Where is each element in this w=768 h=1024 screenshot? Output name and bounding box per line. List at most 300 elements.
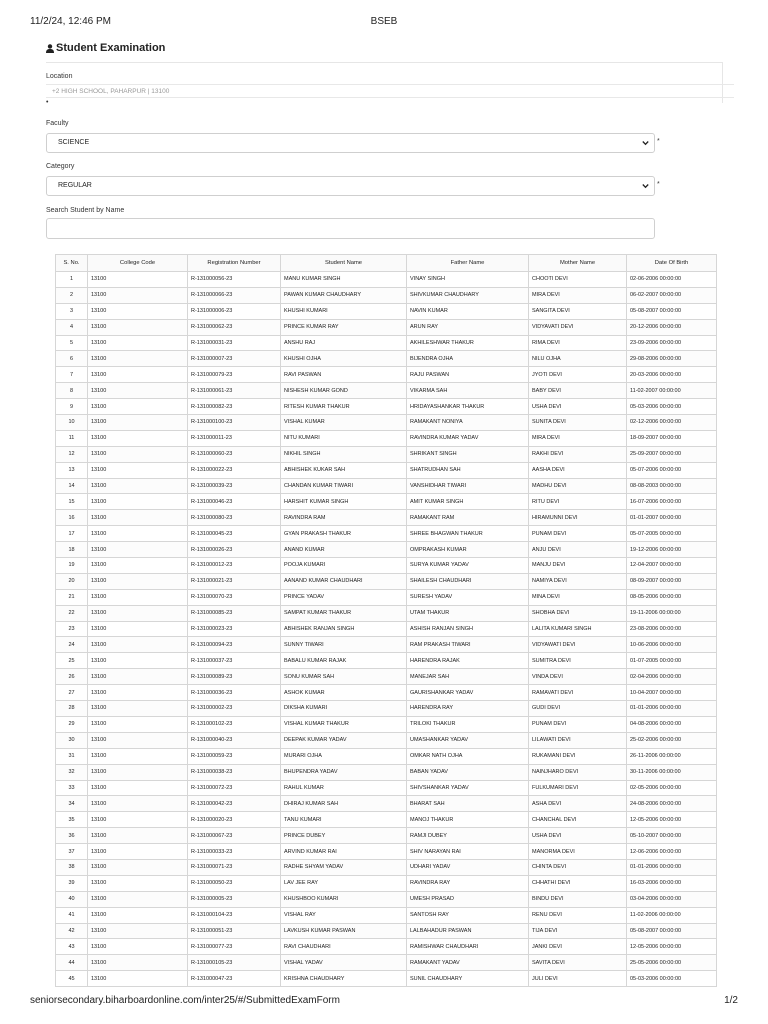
- cell-registration-number: R-131000104-23: [188, 907, 281, 923]
- cell-sno: 27: [56, 685, 88, 701]
- cell-mother-name: SUMITRA DEVI: [529, 653, 627, 669]
- cell-registration-number: R-131000050-23: [188, 875, 281, 891]
- cell-college-code: 13100: [88, 812, 188, 828]
- cell-registration-number: R-131000051-23: [188, 923, 281, 939]
- cell-date-of-birth: 03-04-2006 00:00:00: [627, 891, 717, 907]
- column-header-mother-name[interactable]: Mother Name: [529, 255, 627, 272]
- cell-student-name: PRINCE YADAV: [281, 589, 407, 605]
- cell-father-name: UMASHANKAR YADAV: [407, 732, 529, 748]
- cell-sno: 42: [56, 923, 88, 939]
- cell-sno: 6: [56, 351, 88, 367]
- cell-college-code: 13100: [88, 891, 188, 907]
- cell-registration-number: R-131000037-23: [188, 653, 281, 669]
- cell-father-name: HARENDRA RAJAK: [407, 653, 529, 669]
- table-row[interactable]: [56, 955, 717, 971]
- cell-date-of-birth: 10-06-2006 00:00:00: [627, 637, 717, 653]
- cell-date-of-birth: 01-07-2005 00:00:00: [627, 653, 717, 669]
- table-row[interactable]: [56, 351, 717, 367]
- table-row[interactable]: [56, 415, 717, 431]
- table-row[interactable]: [56, 462, 717, 478]
- cell-date-of-birth: 04-08-2006 00:00:00: [627, 716, 717, 732]
- cell-sno: 23: [56, 621, 88, 637]
- cell-father-name: RAJU PASWAN: [407, 367, 529, 383]
- cell-mother-name: MANJU DEVI: [529, 558, 627, 574]
- cell-registration-number: R-131000077-23: [188, 939, 281, 955]
- cell-student-name: NISHESH KUMAR GOND: [281, 383, 407, 399]
- cell-date-of-birth: 20-03-2006 00:00:00: [627, 367, 717, 383]
- cell-registration-number: R-131000085-23: [188, 605, 281, 621]
- cell-date-of-birth: 02-12-2006 00:00:00: [627, 415, 717, 431]
- cell-father-name: UDHARI YADAV: [407, 859, 529, 875]
- cell-father-name: VINAY SINGH: [407, 272, 529, 288]
- cell-college-code: 13100: [88, 732, 188, 748]
- cell-sno: 33: [56, 780, 88, 796]
- cell-date-of-birth: 26-11-2006 00:00:00: [627, 748, 717, 764]
- table-row[interactable]: [56, 605, 717, 621]
- cell-father-name: OMPRAKASH KUMAR: [407, 542, 529, 558]
- cell-student-name: VISHAL YADAV: [281, 955, 407, 971]
- location-label: Location: [46, 73, 73, 80]
- cell-date-of-birth: 24-08-2006 00:00:00: [627, 796, 717, 812]
- cell-mother-name: CHOOTI DEVI: [529, 272, 627, 288]
- cell-date-of-birth: 11-02-2007 00:00:00: [627, 383, 717, 399]
- cell-mother-name: JULI DEVI: [529, 971, 627, 987]
- cell-father-name: RAM PRAKASH TIWARI: [407, 637, 529, 653]
- cell-sno: 8: [56, 383, 88, 399]
- faculty-select-value: SCIENCE: [58, 139, 90, 146]
- cell-date-of-birth: 05-08-2007 00:00:00: [627, 303, 717, 319]
- cell-mother-name: MINA DEVI: [529, 589, 627, 605]
- cell-student-name: BABALU KUMAR RAJAK: [281, 653, 407, 669]
- cell-father-name: HRIDAYASHANKAR THAKUR: [407, 399, 529, 415]
- cell-college-code: 13100: [88, 764, 188, 780]
- category-select[interactable]: [46, 176, 655, 196]
- cell-father-name: SHATRUDHAN SAH: [407, 462, 529, 478]
- cell-college-code: 13100: [88, 573, 188, 589]
- table-row[interactable]: [56, 558, 717, 574]
- cell-mother-name: BABY DEVI: [529, 383, 627, 399]
- cell-registration-number: R-131000021-23: [188, 573, 281, 589]
- cell-father-name: VANSHIDHAR TIWARI: [407, 478, 529, 494]
- cell-mother-name: NILU OJHA: [529, 351, 627, 367]
- cell-registration-number: R-131000039-23: [188, 478, 281, 494]
- table-row[interactable]: [56, 494, 717, 510]
- table-row[interactable]: [56, 923, 717, 939]
- cell-father-name: SURESH YADAV: [407, 589, 529, 605]
- cell-date-of-birth: 05-03-2006 00:00:00: [627, 399, 717, 415]
- cell-registration-number: R-131000020-23: [188, 812, 281, 828]
- cell-date-of-birth: 11-02-2006 00:00:00: [627, 907, 717, 923]
- cell-date-of-birth: 01-01-2006 00:00:00: [627, 859, 717, 875]
- cell-date-of-birth: 05-07-2006 00:00:00: [627, 462, 717, 478]
- cell-mother-name: VIDYAVATI DEVI: [529, 319, 627, 335]
- cell-student-name: KRISHNA CHAUDHARY: [281, 971, 407, 987]
- table-row[interactable]: [56, 812, 717, 828]
- cell-student-name: PRINCE KUMAR RAY: [281, 319, 407, 335]
- print-header: [30, 16, 738, 30]
- cell-student-name: SAMPAT KUMAR THAKUR: [281, 605, 407, 621]
- cell-college-code: 13100: [88, 383, 188, 399]
- table-row[interactable]: [56, 383, 717, 399]
- cell-sno: 43: [56, 939, 88, 955]
- cell-date-of-birth: 08-08-2003 00:00:00: [627, 478, 717, 494]
- cell-college-code: 13100: [88, 558, 188, 574]
- column-header-registration-number[interactable]: Registration Number: [188, 255, 281, 272]
- cell-student-name: KHUSHBOO KUMARI: [281, 891, 407, 907]
- cell-student-name: RAHUL KUMAR: [281, 780, 407, 796]
- table-row[interactable]: [56, 526, 717, 542]
- print-title: BSEB: [370, 16, 398, 27]
- cell-student-name: BHUPENDRA YADAV: [281, 764, 407, 780]
- cell-father-name: AMIT KUMAR SINGH: [407, 494, 529, 510]
- cell-student-name: VISHAL KUMAR: [281, 415, 407, 431]
- cell-sno: 29: [56, 716, 88, 732]
- page-title: [46, 42, 165, 54]
- cell-student-name: ASHOK KUMAR: [281, 685, 407, 701]
- cell-registration-number: R-131000080-23: [188, 510, 281, 526]
- cell-college-code: 13100: [88, 335, 188, 351]
- cell-mother-name: HIRAMUNNI DEVI: [529, 510, 627, 526]
- students-table: [55, 254, 717, 987]
- cell-student-name: KHUSHI KUMARI: [281, 303, 407, 319]
- cell-sno: 40: [56, 891, 88, 907]
- cell-date-of-birth: 30-11-2006 00:00:00: [627, 764, 717, 780]
- column-header-college-code[interactable]: College Code: [88, 255, 188, 272]
- cell-date-of-birth: 08-05-2006 00:00:00: [627, 589, 717, 605]
- cell-date-of-birth: 25-05-2006 00:00:00: [627, 955, 717, 971]
- cell-sno: 36: [56, 828, 88, 844]
- cell-student-name: ABHISHEK RANJAN SINGH: [281, 621, 407, 637]
- cell-mother-name: MIRA DEVI: [529, 287, 627, 303]
- cell-student-name: MURARI OJHA: [281, 748, 407, 764]
- cell-registration-number: R-131000005-23: [188, 891, 281, 907]
- cell-mother-name: ANJU DEVI: [529, 542, 627, 558]
- cell-registration-number: R-131000047-23: [188, 971, 281, 987]
- cell-mother-name: JANKI DEVI: [529, 939, 627, 955]
- table-row[interactable]: [56, 303, 717, 319]
- cell-date-of-birth: 12-06-2006 00:00:00: [627, 844, 717, 860]
- cell-registration-number: R-131000070-23: [188, 589, 281, 605]
- table-row[interactable]: [56, 621, 717, 637]
- cell-mother-name: MIRA DEVI: [529, 430, 627, 446]
- cell-college-code: 13100: [88, 859, 188, 875]
- cell-sno: 34: [56, 796, 88, 812]
- cell-mother-name: GUDI DEVI: [529, 701, 627, 717]
- cell-college-code: 13100: [88, 287, 188, 303]
- cell-date-of-birth: 16-03-2006 00:00:00: [627, 875, 717, 891]
- cell-mother-name: RUKAMANI DEVI: [529, 748, 627, 764]
- table-row[interactable]: [56, 732, 717, 748]
- cell-college-code: 13100: [88, 542, 188, 558]
- cell-father-name: MANOJ THAKUR: [407, 812, 529, 828]
- cell-father-name: MANEJAR SAH: [407, 669, 529, 685]
- cell-college-code: 13100: [88, 716, 188, 732]
- table-row[interactable]: [56, 446, 717, 462]
- cell-college-code: 13100: [88, 526, 188, 542]
- cell-college-code: 13100: [88, 653, 188, 669]
- category-label: Category: [46, 163, 75, 170]
- cell-college-code: 13100: [88, 589, 188, 605]
- cell-college-code: 13100: [88, 828, 188, 844]
- cell-sno: 41: [56, 907, 88, 923]
- cell-student-name: VISHAL RAY: [281, 907, 407, 923]
- cell-date-of-birth: 05-08-2007 00:00:00: [627, 923, 717, 939]
- cell-date-of-birth: 25-02-2006 00:00:00: [627, 732, 717, 748]
- cell-sno: 32: [56, 764, 88, 780]
- cell-sno: 39: [56, 875, 88, 891]
- bullet-marker: •: [46, 99, 49, 106]
- cell-registration-number: R-131000102-23: [188, 716, 281, 732]
- cell-sno: 1: [56, 272, 88, 288]
- cell-date-of-birth: 02-04-2006 00:00:00: [627, 669, 717, 685]
- cell-registration-number: R-131000040-23: [188, 732, 281, 748]
- table-row[interactable]: [56, 510, 717, 526]
- faculty-select[interactable]: [46, 133, 655, 153]
- cell-father-name: SHIVKUMAR CHAUDHARY: [407, 287, 529, 303]
- table-row[interactable]: [56, 796, 717, 812]
- cell-mother-name: CHHATHI DEVI: [529, 875, 627, 891]
- cell-mother-name: RIMA DEVI: [529, 335, 627, 351]
- cell-college-code: 13100: [88, 272, 188, 288]
- table-row[interactable]: [56, 716, 717, 732]
- table-row[interactable]: [56, 907, 717, 923]
- cell-registration-number: R-131000038-23: [188, 764, 281, 780]
- cell-date-of-birth: 02-05-2006 00:00:00: [627, 780, 717, 796]
- cell-date-of-birth: 18-09-2007 00:00:00: [627, 430, 717, 446]
- table-row[interactable]: [56, 685, 717, 701]
- cell-sno: 24: [56, 637, 88, 653]
- table-row[interactable]: [56, 478, 717, 494]
- cell-father-name: RAVINDRA KUMAR YADAV: [407, 430, 529, 446]
- cell-college-code: 13100: [88, 494, 188, 510]
- table-row[interactable]: [56, 637, 717, 653]
- cell-college-code: 13100: [88, 907, 188, 923]
- cell-registration-number: R-131000012-23: [188, 558, 281, 574]
- cell-student-name: GYAN PRAKASH THAKUR: [281, 526, 407, 542]
- cell-sno: 18: [56, 542, 88, 558]
- cell-college-code: 13100: [88, 462, 188, 478]
- cell-student-name: ARVIND KUMAR RAI: [281, 844, 407, 860]
- cell-date-of-birth: 23-08-2006 00:00:00: [627, 621, 717, 637]
- cell-father-name: RAVINDRA RAY: [407, 875, 529, 891]
- cell-date-of-birth: 08-09-2007 00:00:00: [627, 573, 717, 589]
- cell-college-code: 13100: [88, 605, 188, 621]
- page-title-text: Student Examination: [56, 42, 166, 54]
- cell-student-name: PAWAN KUMAR CHAUDHARY: [281, 287, 407, 303]
- cell-college-code: 13100: [88, 669, 188, 685]
- cell-father-name: UMESH PRASAD: [407, 891, 529, 907]
- cell-college-code: 13100: [88, 478, 188, 494]
- cell-mother-name: ASHA DEVI: [529, 796, 627, 812]
- cell-date-of-birth: 05-07-2005 00:00:00: [627, 526, 717, 542]
- table-row[interactable]: [56, 399, 717, 415]
- table-row[interactable]: [56, 891, 717, 907]
- category-select-value: REGULAR: [58, 182, 92, 189]
- cell-date-of-birth: 06-02-2007 00:00:00: [627, 287, 717, 303]
- cell-sno: 38: [56, 859, 88, 875]
- cell-student-name: NITU KUMARI: [281, 430, 407, 446]
- cell-mother-name: RAMAVATI DEVI: [529, 685, 627, 701]
- cell-father-name: RAMJI DUBEY: [407, 828, 529, 844]
- cell-father-name: SHIV NARAYAN RAI: [407, 844, 529, 860]
- column-header-student-name[interactable]: Student Name: [281, 255, 407, 272]
- cell-mother-name: SAVITA DEVI: [529, 955, 627, 971]
- cell-sno: 37: [56, 844, 88, 860]
- cell-registration-number: R-131000022-23: [188, 462, 281, 478]
- table-row[interactable]: [56, 319, 717, 335]
- cell-father-name: SHREE BHAGWAN THAKUR: [407, 526, 529, 542]
- cell-father-name: VIKARMA SAH: [407, 383, 529, 399]
- table-row[interactable]: [56, 780, 717, 796]
- table-row[interactable]: [56, 573, 717, 589]
- table-row[interactable]: [56, 748, 717, 764]
- chevron-down-icon: [642, 140, 649, 146]
- cell-father-name: NAVIN KUMAR: [407, 303, 529, 319]
- table-row[interactable]: [56, 828, 717, 844]
- cell-father-name: RAMAKANT YADAV: [407, 955, 529, 971]
- table-row[interactable]: [56, 287, 717, 303]
- cell-college-code: 13100: [88, 796, 188, 812]
- search-label: Search Student by Name: [46, 207, 125, 214]
- cell-college-code: 13100: [88, 446, 188, 462]
- table-row[interactable]: [56, 542, 717, 558]
- cell-sno: 5: [56, 335, 88, 351]
- category-required-mark: *: [657, 181, 660, 188]
- search-student-input[interactable]: [46, 218, 655, 239]
- cell-father-name: ASHISH RANJAN SINGH: [407, 621, 529, 637]
- cell-father-name: SHAILESH CHAUDHARI: [407, 573, 529, 589]
- cell-date-of-birth: 12-05-2006 00:00:00: [627, 812, 717, 828]
- cell-student-name: ANSHU RAJ: [281, 335, 407, 351]
- table-row[interactable]: [56, 653, 717, 669]
- location-field[interactable]: +2 HIGH SCHOOL, PAHARPUR | 13100: [46, 84, 734, 98]
- cell-mother-name: BINDU DEVI: [529, 891, 627, 907]
- cell-date-of-birth: 05-10-2007 00:00:00: [627, 828, 717, 844]
- table-row[interactable]: [56, 764, 717, 780]
- cell-father-name: HARENDRA RAY: [407, 701, 529, 717]
- cell-mother-name: NAMIYA DEVI: [529, 573, 627, 589]
- table-row[interactable]: [56, 971, 717, 987]
- cell-mother-name: JYOTI DEVI: [529, 367, 627, 383]
- user-icon: [46, 44, 54, 53]
- table-row[interactable]: [56, 859, 717, 875]
- cell-college-code: 13100: [88, 303, 188, 319]
- table-row[interactable]: [56, 589, 717, 605]
- cell-father-name: RAMAKANT NONIYA: [407, 415, 529, 431]
- cell-date-of-birth: 16-07-2006 00:00:00: [627, 494, 717, 510]
- table-row[interactable]: [56, 367, 717, 383]
- table-row[interactable]: [56, 272, 717, 288]
- table-row[interactable]: [56, 669, 717, 685]
- cell-sno: 10: [56, 415, 88, 431]
- faculty-required-mark: *: [657, 138, 660, 145]
- cell-student-name: DHIRAJ KUMAR SAH: [281, 796, 407, 812]
- cell-mother-name: MANORMA DEVI: [529, 844, 627, 860]
- cell-mother-name: VIDYAWATI DEVI: [529, 637, 627, 653]
- cell-date-of-birth: 02-06-2006 00:00:00: [627, 272, 717, 288]
- cell-mother-name: RITU DEVI: [529, 494, 627, 510]
- cell-registration-number: R-131000100-23: [188, 415, 281, 431]
- cell-mother-name: SANGITA DEVI: [529, 303, 627, 319]
- print-footer: [30, 995, 738, 1009]
- table-row[interactable]: [56, 939, 717, 955]
- cell-registration-number: R-131000002-23: [188, 701, 281, 717]
- cell-sno: 30: [56, 732, 88, 748]
- cell-registration-number: R-131000061-23: [188, 383, 281, 399]
- cell-student-name: CHANDAN KUMAR TIWARI: [281, 478, 407, 494]
- cell-registration-number: R-131000026-23: [188, 542, 281, 558]
- column-header-father-name[interactable]: Father Name: [407, 255, 529, 272]
- cell-father-name: SHIVSHANKAR YADAV: [407, 780, 529, 796]
- cell-mother-name: RENU DEVI: [529, 907, 627, 923]
- cell-sno: 15: [56, 494, 88, 510]
- cell-registration-number: R-131000062-23: [188, 319, 281, 335]
- cell-date-of-birth: 20-12-2006 00:00:00: [627, 319, 717, 335]
- cell-father-name: BABAN YADAV: [407, 764, 529, 780]
- cell-registration-number: R-131000079-23: [188, 367, 281, 383]
- table-row[interactable]: [56, 875, 717, 891]
- cell-sno: 31: [56, 748, 88, 764]
- cell-sno: 16: [56, 510, 88, 526]
- cell-sno: 20: [56, 573, 88, 589]
- cell-student-name: LAVKUSH KUMAR PASWAN: [281, 923, 407, 939]
- cell-student-name: PRINCE DUBEY: [281, 828, 407, 844]
- table-row[interactable]: [56, 844, 717, 860]
- cell-registration-number: R-131000011-23: [188, 430, 281, 446]
- cell-father-name: SUNIL CHAUDHARY: [407, 971, 529, 987]
- cell-date-of-birth: 12-04-2007 00:00:00: [627, 558, 717, 574]
- cell-sno: 21: [56, 589, 88, 605]
- cell-college-code: 13100: [88, 399, 188, 415]
- cell-mother-name: AASHA DEVI: [529, 462, 627, 478]
- table-header-row: [56, 255, 717, 272]
- cell-student-name: VISHAL KUMAR THAKUR: [281, 716, 407, 732]
- column-header-date-of-birth[interactable]: Date Of Birth: [627, 255, 717, 272]
- table-row[interactable]: [56, 701, 717, 717]
- cell-date-of-birth: 01-01-2007 00:00:00: [627, 510, 717, 526]
- cell-date-of-birth: 29-08-2006 00:00:00: [627, 351, 717, 367]
- cell-student-name: RAVINDRA RAM: [281, 510, 407, 526]
- cell-mother-name: VINDA DEVI: [529, 669, 627, 685]
- cell-sno: 28: [56, 701, 88, 717]
- cell-registration-number: R-131000042-23: [188, 796, 281, 812]
- cell-mother-name: MADHU DEVI: [529, 478, 627, 494]
- cell-student-name: DEEPAK KUMAR YADAV: [281, 732, 407, 748]
- cell-father-name: SANTOSH RAY: [407, 907, 529, 923]
- cell-sno: 12: [56, 446, 88, 462]
- cell-registration-number: R-131000045-23: [188, 526, 281, 542]
- cell-father-name: OMKAR NATH OJHA: [407, 748, 529, 764]
- table-row[interactable]: [56, 335, 717, 351]
- print-url: seniorsecondary.biharboardonline.com/inter25/#/SubmittedExamForm: [30, 995, 340, 1006]
- cell-sno: 35: [56, 812, 88, 828]
- cell-registration-number: R-131000046-23: [188, 494, 281, 510]
- cell-date-of-birth: 25-09-2007 00:00:00: [627, 446, 717, 462]
- cell-college-code: 13100: [88, 955, 188, 971]
- table-row[interactable]: [56, 430, 717, 446]
- cell-student-name: KHUSHI OJHA: [281, 351, 407, 367]
- cell-registration-number: R-131000089-23: [188, 669, 281, 685]
- cell-father-name: RAMAKANT RAM: [407, 510, 529, 526]
- cell-father-name: AKHILESHWAR THAKUR: [407, 335, 529, 351]
- cell-student-name: ABHISHEK KUKAR SAH: [281, 462, 407, 478]
- cell-student-name: DIKSHA KUMARI: [281, 701, 407, 717]
- column-header-sno[interactable]: S. No.: [56, 255, 88, 272]
- cell-student-name: RADHE SHYAM YADAV: [281, 859, 407, 875]
- cell-mother-name: CHINTA DEVI: [529, 859, 627, 875]
- cell-date-of-birth: 10-04-2007 00:00:00: [627, 685, 717, 701]
- cell-sno: 11: [56, 430, 88, 446]
